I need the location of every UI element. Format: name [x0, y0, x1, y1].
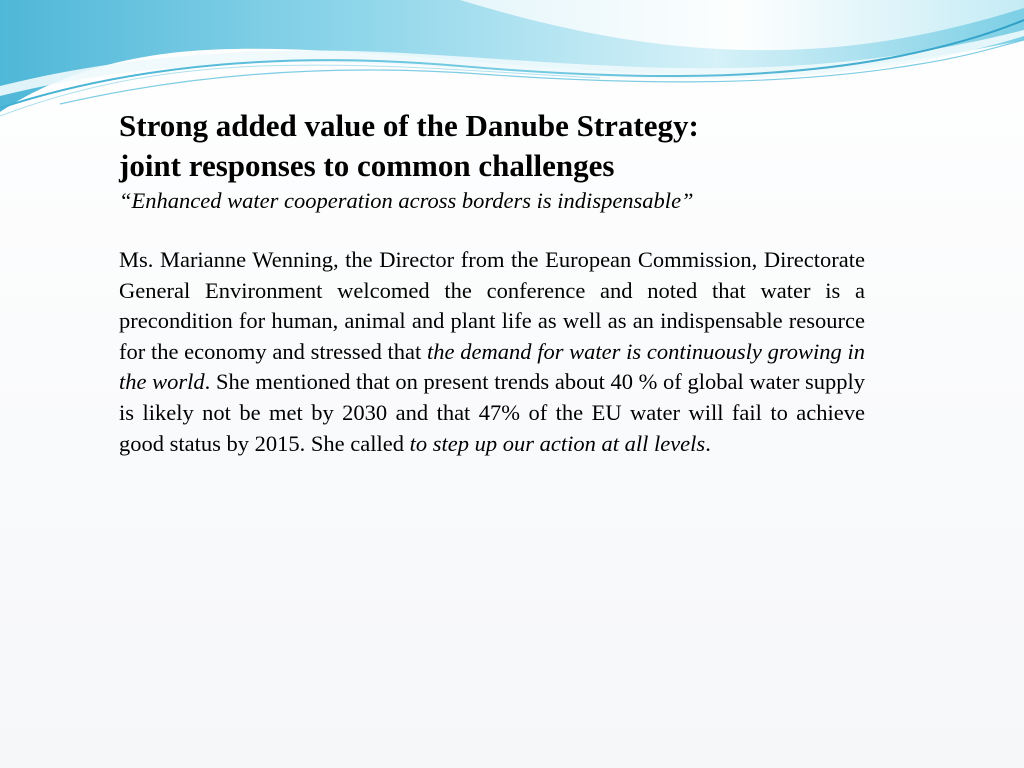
body-text-part-3: . — [705, 430, 711, 456]
slide-title — [119, 106, 865, 186]
body-emphasis-2: to step up our action at all levels — [409, 430, 706, 456]
body-text-part-1: Ms. Marianne Wenning, the Director from the European Commission, Directorate General Environment welcomed the conference and noted that water is a precondition for human, animal and plant life as well as an indispensable resource for the economy and stressed that — [119, 247, 865, 364]
body-text-part-2: . She mentioned that on present trends about 40 % of global water supply is likely not be met by 2030 and that 47% of the EU water will fail to achieve good status by 2015. She called — [119, 369, 865, 456]
text-content — [119, 106, 865, 459]
body-emphasis-1: the demand for water is continuously growing in the world — [119, 338, 865, 395]
title-line-2: joint responses to common challenges — [119, 148, 615, 183]
body-paragraph — [119, 245, 865, 459]
title-line-1: Strong added value of the Danube Strategy: — [119, 108, 699, 143]
slide-subtitle-quote: “Enhanced water cooperation across borders is indispensable” — [119, 188, 694, 213]
